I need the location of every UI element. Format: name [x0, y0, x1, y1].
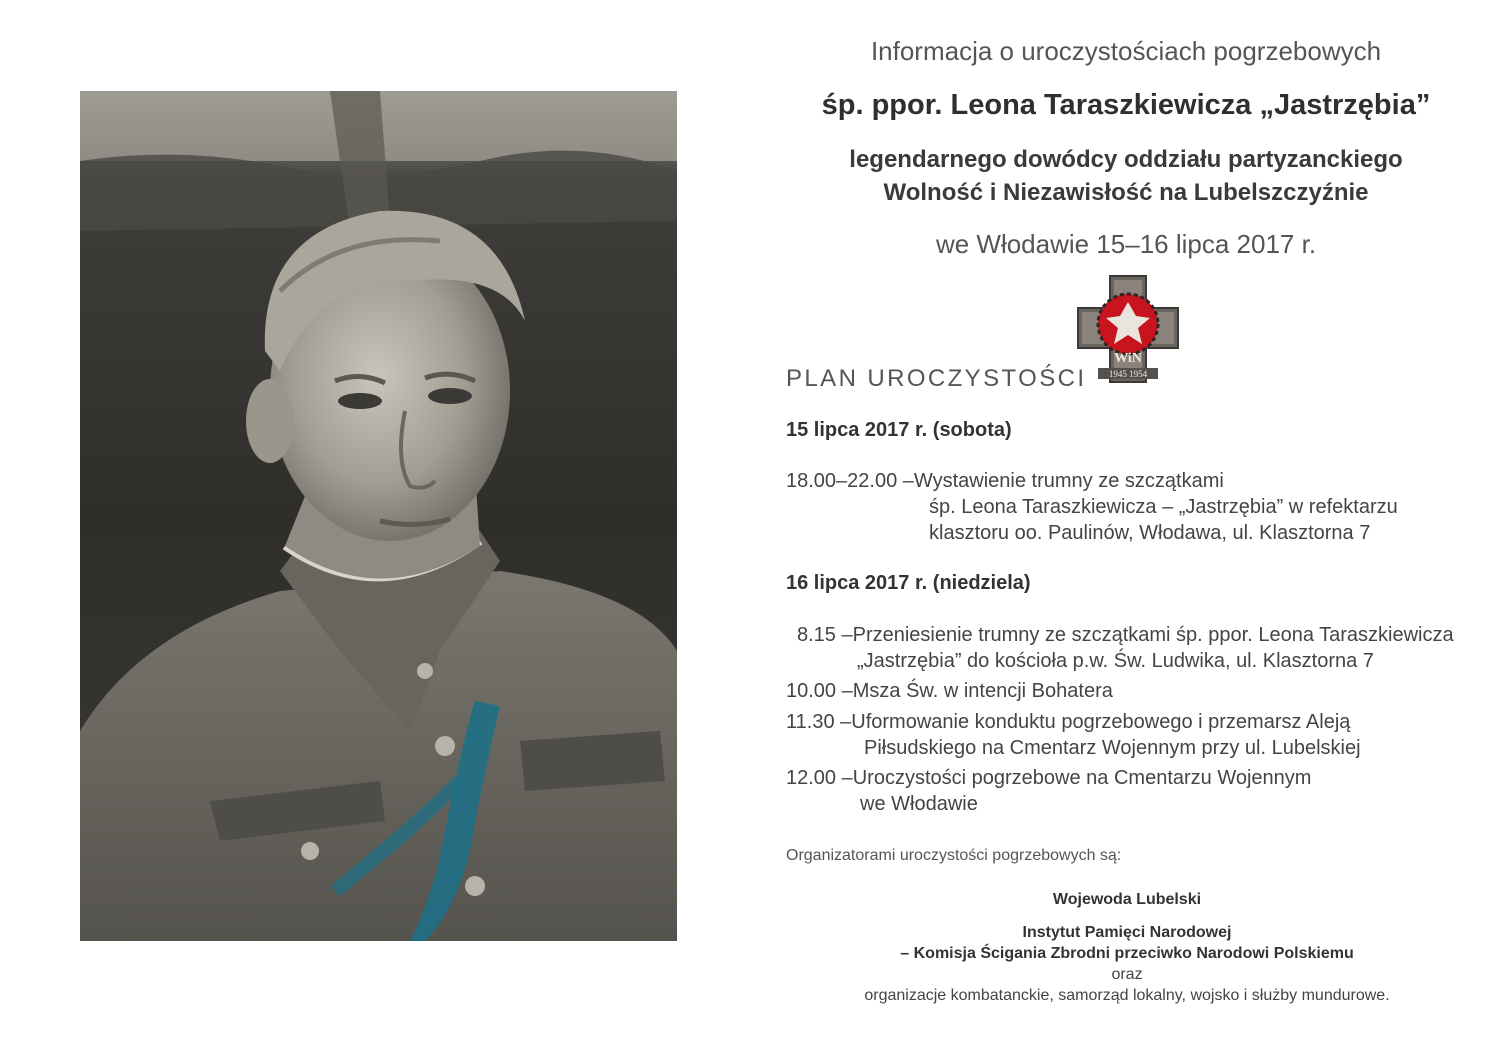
- subtitle-line-1: legendarnego dowódcy oddziału partyzanckiego: [849, 146, 1403, 173]
- event-time: 8.15 –: [797, 624, 853, 646]
- event-text-cont: we Włodawie: [860, 793, 978, 815]
- day2-event-3: [786, 709, 1361, 761]
- portrait-illustration: [80, 91, 677, 941]
- event-text: Uformowanie konduktu pogrzebowego i przemarsz Aleją: [851, 711, 1351, 733]
- day2-event-1: [797, 622, 1454, 674]
- event-text: Wystawienie trumny ze szczątkami: [913, 470, 1224, 492]
- win-cross-badge: [1076, 274, 1180, 384]
- event-text: Uroczystości pogrzebowe na Cmentarzu Wojennym: [852, 767, 1312, 789]
- organizers-intro: Organizatorami uroczystości pogrzebowych są:: [786, 847, 1122, 864]
- event-text-cont: klasztoru oo. Paulinów, Włodawa, ul. Klasztorna 7: [929, 522, 1371, 544]
- event-time: 10.00 –: [786, 680, 853, 702]
- badge-initials: WiN: [1114, 351, 1142, 366]
- event-text-cont: Piłsudskiego na Cmentarz Wojennym przy ul. Lubelskiej: [864, 737, 1361, 759]
- event-text: Przeniesienie trumny ze szczątkami śp. ppor. Leona Taraszkiewicza: [852, 624, 1454, 646]
- organizers-others: organizacje kombatanckie, samorząd lokalny, wojsko i służby mundurowe.: [864, 987, 1390, 1004]
- badge-years: 1945 1954: [1108, 369, 1148, 379]
- header-info: Informacja o uroczystościach pogrzebowych: [870, 36, 1382, 66]
- day2-event-2: [786, 678, 1113, 704]
- place-date: we Włodawie 15–16 lipca 2017 r.: [935, 229, 1317, 259]
- event-text-cont: „Jastrzębia” do kościoła p.w. Św. Ludwika, ul. Klasztorna 7: [857, 650, 1374, 672]
- event-text: Msza Św. w intencji Bohatera: [852, 680, 1113, 702]
- event-time: 12.00 –: [786, 767, 853, 789]
- deceased-name: śp. ppor. Leona Taraszkiewicza „Jastrzębia”: [821, 89, 1431, 121]
- content-column: [786, 0, 1476, 1060]
- subtitle-line-2: Wolność i Niezawisłość na Lubelszczyźnie: [883, 179, 1369, 206]
- organizer-ipn: Instytut Pamięci Narodowej: [1022, 924, 1232, 941]
- event-time: 11.30 –: [786, 711, 852, 733]
- day2-date: 16 lipca 2017 r. (niedziela): [786, 572, 1031, 594]
- day1-event-1: [786, 468, 1398, 546]
- portrait-photo: [80, 91, 677, 941]
- event-time: 18.00–22.00 –: [786, 470, 914, 492]
- organizers-conjunction: oraz: [1111, 966, 1143, 983]
- plan-title: PLAN UROCZYSTOŚCI: [786, 365, 1087, 392]
- day1-date: 15 lipca 2017 r. (sobota): [786, 419, 1012, 441]
- organizer-voivode: Wojewoda Lubelski: [1052, 891, 1202, 908]
- event-text-cont: śp. Leona Taraszkiewicza – „Jastrzębia” w refektarzu: [929, 496, 1398, 518]
- day2-event-4: [786, 765, 1311, 817]
- organizer-ipn-commission: – Komisja Ścigania Zbrodni przeciwko Narodowi Polskiemu: [900, 945, 1354, 962]
